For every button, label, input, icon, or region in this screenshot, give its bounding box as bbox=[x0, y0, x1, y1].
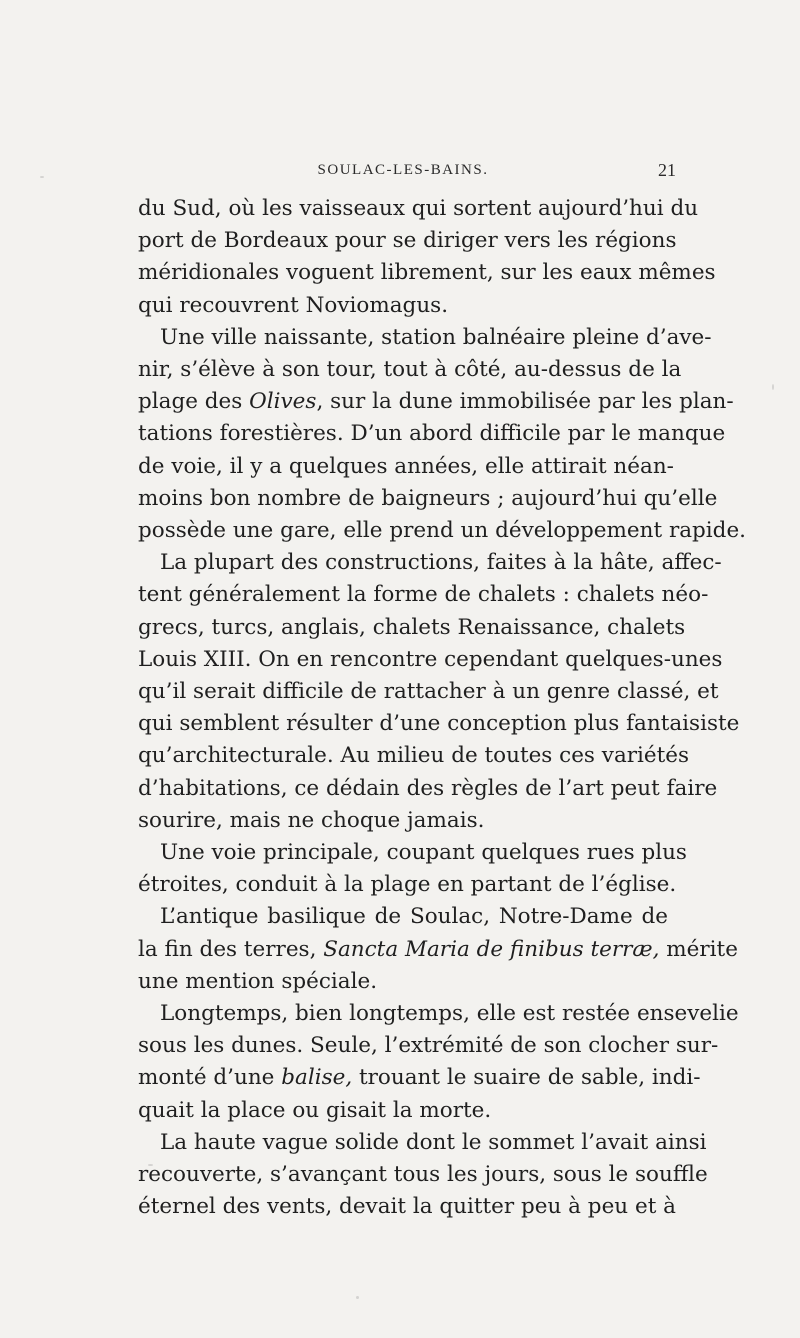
text-line: quait la place ou gisait la morte. bbox=[138, 1097, 492, 1123]
text-line: Une voie principale, coupant quelques rues plus bbox=[160, 840, 687, 866]
text-line: qui recouvrent Noviomagus. bbox=[138, 292, 449, 318]
text-line: la fin des terres, Sancta Maria de finibus terræ, mérite bbox=[138, 936, 738, 962]
paragraph bbox=[138, 1127, 708, 1224]
italic-text: Olives bbox=[249, 389, 317, 415]
paragraph bbox=[138, 547, 740, 837]
body-text bbox=[138, 193, 747, 1224]
text-line: possède une gare, elle prend un développement rapide. bbox=[138, 518, 747, 544]
text-line: La haute vague solide dont le sommet l’avait ainsi bbox=[160, 1129, 707, 1155]
text-line: monté d’une balise, trouant le suaire de sable, indi- bbox=[138, 1065, 701, 1091]
paragraph bbox=[138, 837, 687, 901]
text-line: plage des Olives, sur la dune immobilisée par les plan- bbox=[138, 389, 734, 415]
text-line: Louis XIII. On en rencontre cependant quelques-unes bbox=[138, 646, 723, 672]
text-line: d’habitations, ce dédain des règles de l’art peut faire bbox=[138, 775, 718, 801]
text-line: qu’il serait difficile de rattacher à un genre classé, et bbox=[138, 679, 719, 705]
text-line: méridionales voguent librement, sur les eaux mêmes bbox=[138, 260, 716, 286]
text-line: grecs, turcs, anglais, chalets Renaissance, chalets bbox=[138, 614, 686, 640]
page-header bbox=[138, 160, 676, 186]
paragraph bbox=[138, 193, 716, 322]
text-line: Une ville naissante, station balnéaire pleine d’ave- bbox=[160, 324, 712, 350]
text-line: du Sud, où les vaisseaux qui sortent aujourd’hui du bbox=[138, 196, 699, 221]
text-line: sous les dunes. Seule, l’extrémité de son clocher sur- bbox=[138, 1033, 719, 1059]
paper-speck bbox=[148, 1164, 153, 1166]
text-line: une mention spéciale. bbox=[138, 968, 378, 994]
paper-speck bbox=[772, 384, 774, 390]
text-line: nir, s’élève à son tour, tout à côté, au-dessus de la bbox=[138, 357, 682, 383]
paper-speck bbox=[40, 176, 44, 178]
text-line: moins bon nombre de baigneurs ; aujourd’hui qu’elle bbox=[138, 485, 718, 511]
italic-text: Sancta Maria de finibus terræ, bbox=[323, 936, 660, 962]
running-title: SOULAC-LES-BAINS. bbox=[317, 162, 489, 178]
text-line: étroites, conduit à la plage en partant de l’église. bbox=[138, 872, 677, 898]
page-number: 21 bbox=[658, 160, 676, 180]
paper-speck bbox=[356, 1296, 359, 1299]
paragraph bbox=[138, 998, 739, 1127]
text-line: qui semblent résulter d’une conception plus fantaisiste bbox=[138, 711, 740, 737]
text-line: recouverte, s’avançant tous les jours, sous le souffle bbox=[138, 1162, 708, 1188]
text-line: port de Bordeaux pour se diriger vers les régions bbox=[138, 228, 677, 254]
text-line: Longtemps, bien longtemps, elle est restée ensevelie bbox=[160, 1001, 739, 1027]
italic-text: balise, bbox=[281, 1065, 353, 1091]
paragraph bbox=[138, 901, 738, 998]
text-line: sourire, mais ne choque jamais. bbox=[138, 807, 485, 833]
text-line: éternel des vents, devait la quitter peu à peu et à bbox=[138, 1194, 676, 1220]
paragraph bbox=[138, 322, 747, 547]
text-line: La plupart des constructions, faites à la hâte, affec- bbox=[160, 550, 722, 576]
text-line: qu’architecturale. Au milieu de toutes ces variétés bbox=[138, 743, 690, 769]
text-line: de voie, il y a quelques années, elle attirait néan- bbox=[138, 453, 674, 479]
text-line: L’antique basilique de Soulac, Notre-Dame de bbox=[160, 904, 668, 930]
text-line: tent généralement la forme de chalets : chalets néo- bbox=[138, 582, 709, 608]
text-line: tations forestières. D’un abord difficile par le manque bbox=[138, 421, 726, 447]
